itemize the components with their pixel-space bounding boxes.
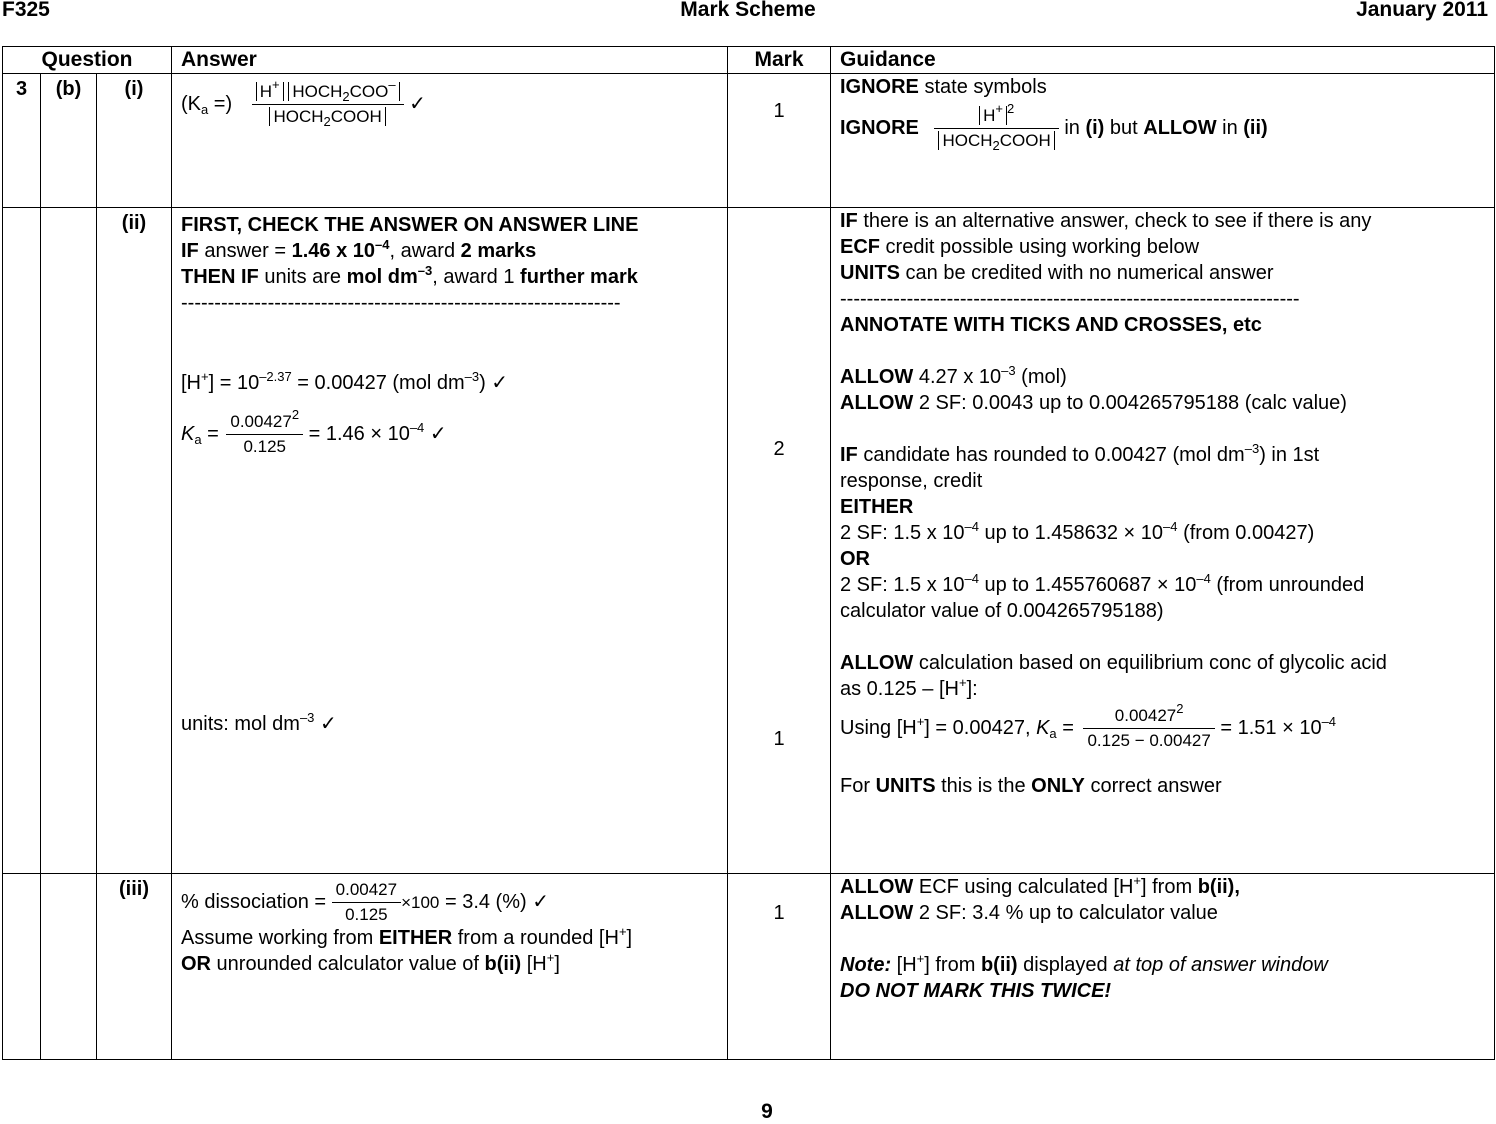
mark-value: 2 [773, 438, 785, 460]
question-number: 3 [3, 74, 41, 208]
mark-value: 1 [773, 902, 785, 924]
mark-cell [728, 874, 831, 1060]
question-part: (b) [41, 74, 97, 208]
header-title: Mark Scheme [680, 0, 816, 21]
header-date: January 2011 [1356, 0, 1488, 21]
units-answer: units: mol $dm^{-3}$ ✓ [181, 710, 337, 735]
page-number: 9 [761, 1100, 773, 1123]
guidance-cell [831, 74, 1495, 208]
ka-fraction [252, 77, 404, 129]
guidance-line: IGNORE $\frac{H^+ ^2}{HOCH_2COOH}$ in (i) but ALLOW in (ii) [840, 101, 1268, 153]
table-header-row [3, 47, 1495, 74]
header-doc-code: F325 [2, 0, 50, 21]
tick-mark: ✓ [409, 92, 426, 115]
fraction-denominator: $HOCH_2COOH$ [252, 105, 404, 127]
answer-cell [172, 74, 728, 208]
question-subpart: (ii) [97, 208, 172, 874]
mark-scheme-table [2, 46, 1495, 1060]
ka-fraction: $\frac{0.00427^2}{0.125}$ [226, 412, 303, 457]
h-ion: H [259, 82, 272, 101]
dissociation-fraction: $\frac{0.00427}{0.125}$ [332, 880, 401, 925]
table-row [3, 74, 1495, 208]
guidance-cell: ALLOW ECF using calculated [H+] from b(ii), ALLOW 2 SF: 3.4 % up to calculator value Note: [H+] from b(ii) displayed at top of answer window DO NOT MARK THIS TWICE! [831, 874, 1495, 1060]
column-header-guidance: Guidance [831, 47, 1495, 74]
answer-cell: % dissociation = $\frac{0.00427}{0.125}$ ×100 = 3.4 (%) ✓ Assume working from EITHER from a rounded [H+] OR unrounded calculator value of b(ii) [H+] [172, 874, 728, 1060]
mark-cell [728, 74, 831, 208]
working-h-ion: $[H^+] = 10^{-2.37} = 0.00427$ (mol $dm^{-3}$) ✓ [181, 369, 509, 394]
mark-value: 1 [773, 728, 785, 750]
ka-sub: a [201, 101, 209, 117]
answer-line: IF answer = 1.46 x $10^{-4}$, award 2 marks [181, 237, 537, 262]
dissociation-calc: % dissociation = $\frac{0.00427}{0.125}$ ×100 = 3.4 (%) ✓ [181, 880, 549, 924]
acid: HOCH [273, 107, 324, 126]
question-subpart: (i) [97, 74, 172, 208]
separator: --------------------------------------------------------------------- [840, 288, 1300, 310]
acid-tail: COOH [330, 107, 382, 126]
guidance-cell: IF there is an alternative answer, check to see if there is any ECF credit possible using working below UNITS can be credited with no numerical answer --------------------------------------------------------------------- ANNOTATE WITH TICKS AND CROSSES, etc ALLOW 4.27 x $10^{-3}$ (mol) ALLOW 2 SF: 0.0043 up to 0.004265795188 (calc value) IF candidate has rounded to 0.00427 (mol $dm^{-3}$) in 1st response, credit EITHER 2 SF: 1.5 x $10^{-4}$ up to $1.458632 \times 10^{-4}$ (from 0.00427) OR 2 SF: 1.5 x $10^{-4}$ up to $1.455760687 \times 10^{-4}$ (from unrounded calculator value of 0.004265795188) ALLOW calculation based on equilibrium conc of glycolic acid as 0.125 – [H+]: Using [H+] = 0.00427, $K_a$ = $\frac{0.00427^2}{0.125 - 0.00427}$ = $1.51 \times 10^{-4}$ For UNITS this is the ONLY correct answer [831, 208, 1495, 874]
fraction-numerator: H+ $HOCH_2COO^-$ [252, 82, 404, 105]
column-header-mark: Mark [728, 47, 831, 74]
separator: ------------------------------------------------------------------ [181, 292, 621, 314]
anion: HOCH [292, 82, 343, 101]
guidance-line: IGNORE state symbols [840, 76, 1047, 98]
answer-instruction: FIRST, CHECK THE ANSWER ON ANSWER LINE [181, 214, 639, 236]
working-ka: $K_a$ = $\frac{0.00427^2}{0.125}$ = $1.46 \times 10^{-4}$ ✓ [181, 407, 447, 456]
guidance-fraction: $\frac{H^+ ^2}{HOCH_2COOH}$ [934, 106, 1058, 151]
annotate-instruction: ANNOTATE WITH TICKS AND CROSSES, etc [840, 314, 1262, 336]
answer-cell [172, 208, 728, 874]
mark-cell [728, 208, 831, 874]
ka-suffix: =) [208, 92, 233, 115]
question-subpart: (iii) [97, 874, 172, 1060]
column-header-question: Question [3, 47, 172, 74]
alt-ka-calc: Using [H+] = 0.00427, $K_a$ = $\frac{0.00427^2}{0.125 - 0.00427}$ = $1.51 \times 10^{-4}$ [840, 701, 1337, 750]
ka-prefix: (K [181, 92, 201, 115]
alt-ka-fraction: $\frac{0.00427^2}{0.125 - 0.00427}$ [1083, 706, 1214, 751]
column-header-answer: Answer [172, 47, 728, 74]
anion-tail: COO [349, 82, 389, 101]
ka-expression [181, 77, 719, 129]
table-row [3, 874, 1495, 1060]
mark-value: 1 [773, 100, 785, 122]
answer-line: THEN IF units are mol $dm^{-3}$, award 1 further mark [181, 263, 638, 288]
table-row [3, 208, 1495, 874]
